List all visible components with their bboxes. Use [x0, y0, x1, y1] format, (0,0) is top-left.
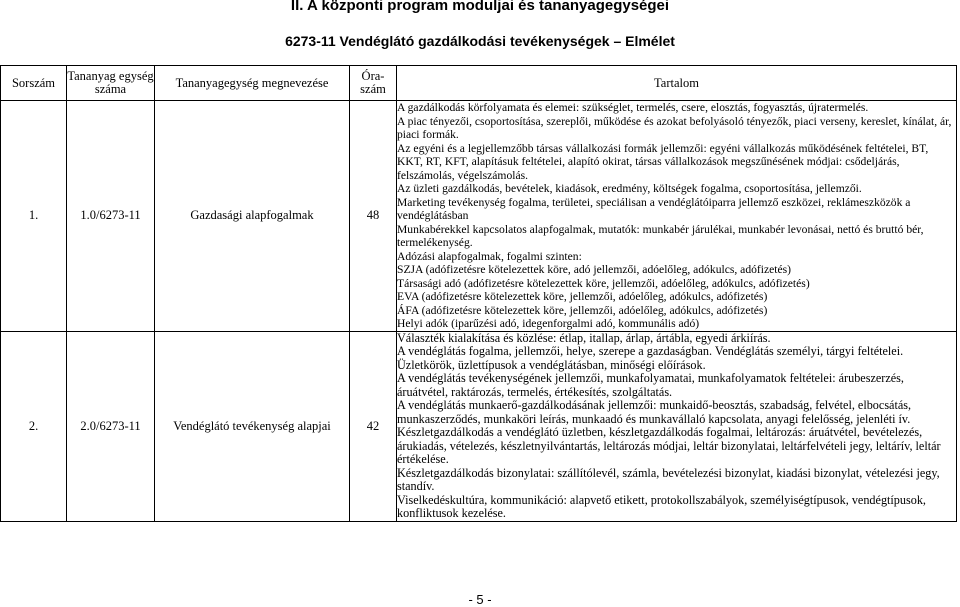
row-tartalom: [397, 101, 957, 332]
table-row: [1, 101, 957, 332]
content-line: Választék kialakítása és közlése: étlap, itallap, árlap, ártábla, egyedi árkiírás.: [397, 330, 771, 345]
table-header-row: [1, 66, 957, 101]
content-line: SZJA (adófizetésre kötelezettek köre, adó jellemzői, adóelőleg, adókulcs, adófizetés): [397, 263, 792, 276]
curriculum-table: [0, 65, 957, 522]
content-line: A vendéglátás tevékenységének jellemzői, munkafolyamatai, munkafolyamatok feltételei: árubeszerzés, áruátvétel, raktározás, termelés, értékesítés, szolgáltatás.: [397, 371, 904, 399]
content-line: Adózási alapfogalmak, fogalmi szinten:: [397, 249, 582, 263]
column-header-megnevezes: Tananyagegység megnevezése: [155, 66, 350, 101]
content-line: A gazdálkodás körfolyamata és elemei: szükséglet, termelés, csere, elosztás, fogyasztás, újratermelés.: [397, 101, 869, 114]
row-sorszam: 2.: [1, 331, 67, 521]
content-line: Viselkedéskultúra, kommunikáció: alapvető etikett, protokollszabályok, személyiségtípusok, vendégtípusok, konfliktusok kezelése.: [397, 492, 926, 520]
content-line: Üzletkörök, üzlettípusok a vendéglátásban, minőségi előírások.: [397, 357, 706, 372]
content-line: Az egyéni és a legjellemzőbb társas vállalkozási formák jellemzői: egyéni vállalkozás működésének feltételei, BT, KKT, RT, KFT, alapításuk feltételei, alapító okirat, társas vállalkozások megszűnésének módjai: csődeljárás, felszámolás, végelszámolás.: [397, 141, 929, 182]
content-line: Társasági adó (adófizetésre kötelezettek köre, jellemzői, adóelőleg, adókulcs, adófizetés): [397, 276, 810, 290]
page-number: - 5 -: [468, 592, 492, 607]
page-subtitle: 6273-11 Vendéglátó gazdálkodási tevékenységek – Elmélet: [285, 33, 675, 49]
row-ora: 42: [350, 331, 397, 521]
row-ora: 48: [350, 101, 397, 332]
row-megnevezes: Gazdasági alapfogalmak: [155, 101, 350, 332]
content-line: Marketing tevékenység fogalma, területei, speciálisan a vendéglátóiparra jellemző eszközei, reklámeszközök a vendéglátásban: [397, 195, 911, 222]
row-egyseg: 1.0/6273-11: [67, 101, 155, 332]
content-line: Az üzleti gazdálkodás, bevételek, kiadások, eredmény, költségek fogalma, csoportosítása, jellemzői.: [397, 182, 862, 195]
content-line: A piac tényezői, csoportosítása, szereplői, működése és azokat befolyásoló tényezők, piaci verseny, kereslet, kínálat, ár, piaci formák.: [397, 114, 952, 141]
column-header-sorszam: Sorszám: [1, 66, 67, 101]
content-line: Munkabérekkel kapcsolatos alapfogalmak, mutatók: munkabér járulékai, munkabér levonásai, nettó és bruttó bér, termelékenység.: [397, 222, 924, 249]
content-line: ÁFA (adófizetésre kötelezettek köre, jellemzői, adóelőleg, adókulcs, adófizetés): [397, 303, 768, 317]
content-line: A vendéglátás fogalma, jellemzői, helye, szerepe a gazdaságban. Vendéglátás személyi, tárgyi feltételei.: [397, 344, 904, 358]
column-header-tartalom: Tartalom: [397, 66, 957, 101]
row-tartalom: [397, 331, 957, 521]
content-line: Készletgazdálkodás a vendéglátó üzletben, készletgazdálkodás fogalmai, leltározás: áruátvétel, bevételezés, árukiadás, vételezés, készletnyilvántartás, leltározás módjai, leltár bizonylatai, leltárfelvételi jegy, leltárív, leltár értékelése.: [397, 425, 941, 466]
content-line: Helyi adók (iparűzési adó, idegenforgalmi adó, kommunális adó): [397, 317, 700, 330]
content-line: EVA (adófizetésre kötelezettek köre, jellemzői, adóelőleg, adókulcs, adófizetés): [397, 290, 768, 303]
row-sorszam: 1.: [1, 101, 67, 332]
table-row: [1, 331, 957, 521]
column-header-egyseg: Tananyag egység száma: [67, 66, 155, 101]
column-header-ora: Óra-szám: [350, 66, 397, 101]
row-egyseg: 2.0/6273-11: [67, 331, 155, 521]
content-line: A vendéglátás munkaerő-gazdálkodásának jellemzői: munkaidő-beosztás, szabadság, felvétel, elbocsátás, munkaszerződés, munkaköri leírás, munkaadó és munkavállaló kapcsolata, anyagi felelősség, jelenléti ív.: [397, 398, 912, 426]
row-megnevezes: Vendéglátó tevékenység alapjai: [155, 331, 350, 521]
content-line: Készletgazdálkodás bizonylatai: szállítólevél, számla, bevételezési bizonylat, kiadási bizonylat, vételezési jegy, standív.: [397, 465, 940, 493]
page-title: II. A központi program moduljai és tananyagegységei: [290, 0, 670, 14]
